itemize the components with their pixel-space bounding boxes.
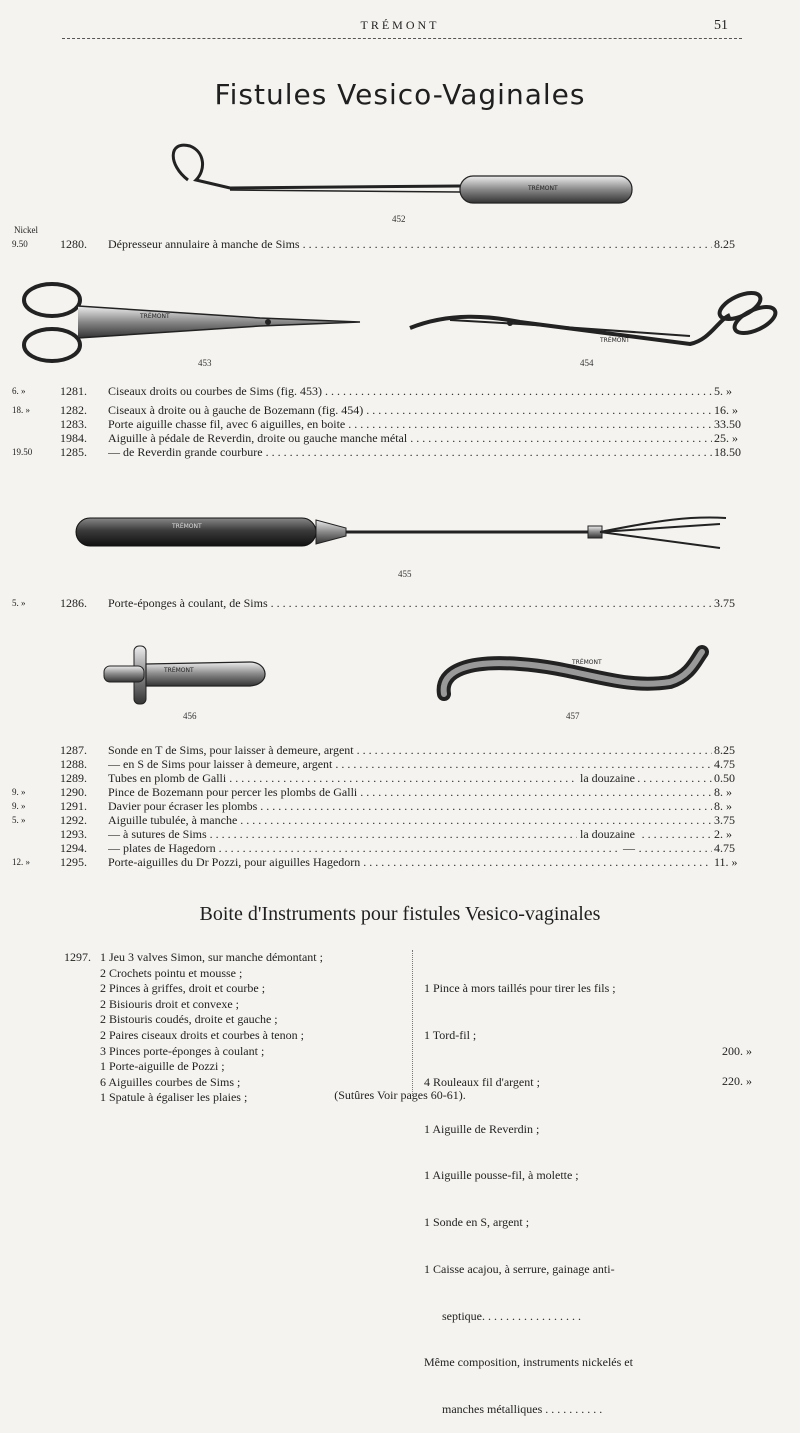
list-item: 18. » 1282. Ciseaux à droite ou à gauche de Bozemann (fig. 454) . . . 16. »	[12, 403, 778, 418]
kit-number: 1297.	[64, 950, 91, 964]
figure-number-452: 452	[392, 214, 406, 224]
kit-line: 2 Paires ciseaux droits et courbes à tenon ;	[100, 1027, 304, 1042]
list-item: 9. » 1290. Pince de Bozemann pour percer les plombs de Galli . . . 8. »	[12, 785, 778, 800]
kit-line: 3 Pinces porte-éponges à coulant ;	[100, 1043, 265, 1058]
list-item: 9.50 1280. Dépresseur annulaire à manche de Sims . . . 8.25	[12, 237, 778, 252]
page-number: 51	[714, 18, 728, 33]
nickel-column-label: Nickel	[14, 225, 38, 235]
kit-contents-right	[424, 950, 724, 1433]
page-title: Fistules Vesico-Vaginales	[214, 78, 586, 111]
kit-line: manches métalliques . . . . . . . . . .	[424, 1402, 603, 1417]
fig-457-s-sound	[444, 652, 702, 694]
list-item: 1294. — plates de Hagedorn . . . — 4.75	[12, 841, 778, 856]
figure-number-453: 453	[198, 358, 212, 368]
fig-452-depressor	[173, 145, 632, 203]
kit-line: 1 Spatule à égaliser les plaies ;	[100, 1090, 248, 1105]
engraving-454: TRÉMONT	[600, 337, 630, 344]
list-item: 5. » 1286. Porte-éponges à coulant, de Sims . . . 3.75	[12, 596, 778, 611]
list-item: 12. » 1295. Porte-aiguilles du Dr Pozzi, pour aiguilles Hagedorn . . . 11. »	[12, 855, 778, 870]
running-header: TRÉMONT	[360, 18, 440, 32]
kit-line: 1 Jeu 3 valves Simon, sur manche démontant ;	[100, 950, 323, 964]
figure-number-457: 457	[566, 711, 580, 721]
kit-line: 6 Aiguilles courbes de Sims ;	[100, 1074, 241, 1089]
list-item: 6. » 1281. Ciseaux droits ou courbes de Sims (fig. 453) . . . 5. »	[12, 384, 778, 399]
kit-line: septique. . . . . . . . . . . . . . . . .	[424, 1308, 581, 1323]
figure-number-455: 455	[398, 569, 412, 579]
kit-contents-left	[100, 950, 400, 1106]
fig-456-t-sound	[104, 646, 265, 704]
engraving-455: TRÉMONT	[172, 523, 202, 530]
kit-line: 1 Porte-aiguille de Pozzi ;	[100, 1059, 225, 1074]
list-item: 1984. Aiguille à pédale de Reverdin, droite ou gauche manche métal . . . 25. »	[12, 431, 778, 446]
kit-line: 1 Pince à mors taillés pour tirer les fils ;	[424, 981, 616, 996]
engraving-457: TRÉMONT	[572, 659, 602, 666]
engraving-452: TRÉMONT	[528, 185, 558, 192]
kit-title: Boite d'Instruments pour fistules Vesico-vaginales	[199, 903, 601, 925]
kit-line: 4 Rouleaux fil d'argent ;	[424, 1074, 540, 1089]
list-item: 5. » 1292. Aiguille tubulée, à manche . . . 3.75	[12, 813, 778, 828]
engraving-453: TRÉMONT	[140, 313, 170, 320]
list-item: 9. » 1291. Davier pour écraser les plombs . . . 8. »	[12, 799, 778, 814]
kit-line: 1 Caisse acajou, à serrure, gainage anti-	[424, 1261, 615, 1276]
fig-454-curved-scissors	[410, 288, 779, 344]
kit-line: 1 Aiguille de Reverdin ;	[424, 1121, 540, 1136]
kit-line: 1 Sonde en S, argent ;	[424, 1215, 530, 1230]
figure-number-456: 456	[183, 711, 197, 721]
figure-number-454: 454	[580, 358, 594, 368]
fig-455-sponge-holder	[76, 518, 726, 548]
list-item: 1289. Tubes en plomb de Galli . . . la douzaine 0.50	[12, 771, 778, 786]
kit-line: Même composition, instruments nickelés et	[424, 1355, 633, 1370]
list-item: 1293. — à sutures de Sims . . . la douzaine 2. »	[12, 827, 778, 842]
kit-line: 2 Crochets pointu et mousse ;	[100, 965, 243, 980]
list-item: 1283. Porte aiguille chasse fil, avec 6 aiguilles, en boite . . . 33.50	[12, 417, 778, 432]
kit-line: 2 Bisiouris droit et convexe ;	[100, 996, 239, 1011]
kit-line: 1 Aiguille pousse-fil, à molette ;	[424, 1168, 579, 1183]
kit-line: 1 Tord-fil ;	[424, 1027, 477, 1042]
kit-price-standard: 200. »	[722, 1044, 752, 1058]
kit-line: 2 Bistouris coudés, droite et gauche ;	[100, 1012, 278, 1027]
list-item: 1288. — en S de Sims pour laisser à demeure, argent . . . 4.75	[12, 757, 778, 772]
kit-price-nickel: 220. »	[722, 1074, 752, 1088]
footnote: (Sutûres Voir pages 60-61).	[334, 1088, 466, 1102]
list-item: 19.50 1285. — de Reverdin grande courbure . . . 18.50	[12, 445, 778, 460]
fig-453-scissors	[24, 284, 360, 361]
kit-column-divider	[412, 950, 413, 1096]
list-item: 1287. Sonde en T de Sims, pour laisser à demeure, argent . . . 8.25	[12, 743, 778, 758]
engraving-456: TRÉMONT	[164, 667, 194, 674]
kit-line: 2 Pinces à griffes, droit et courbe ;	[100, 981, 266, 996]
